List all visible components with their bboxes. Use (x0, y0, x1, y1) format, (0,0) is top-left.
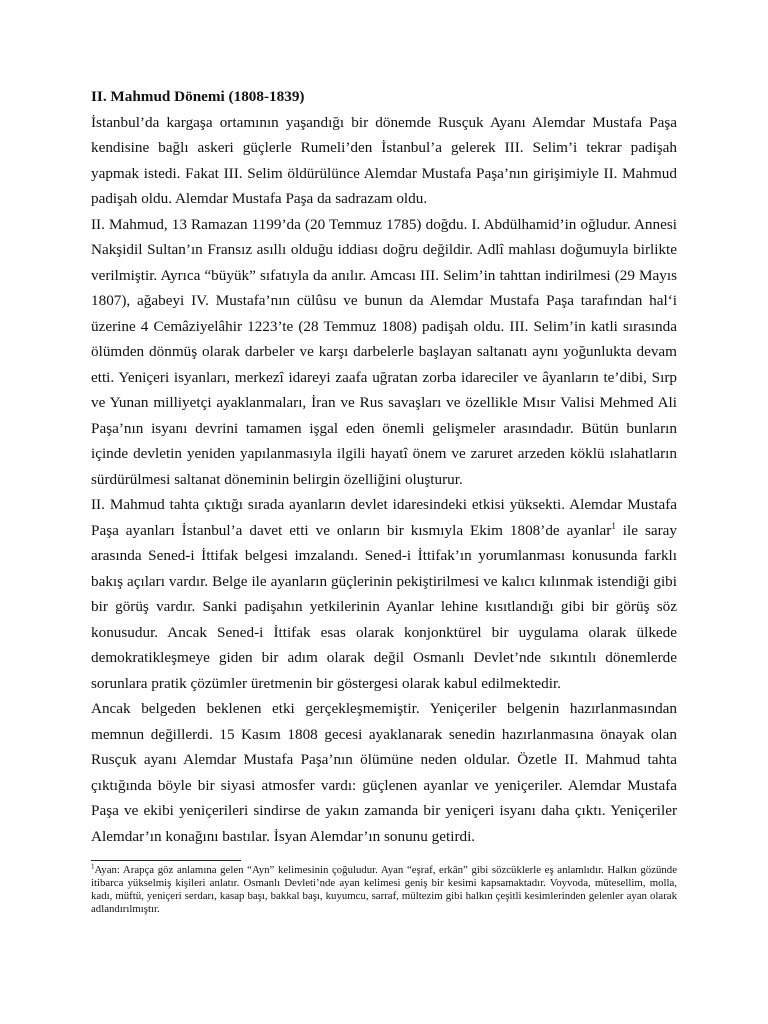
footnote-divider (91, 860, 241, 861)
footnote-text: Ayan: Arapça göz anlamına gelen “Ayn” kelimesinin çoğuludur. Ayan “eşraf, erkân” gibi sözcüklerle eş anlamlıdır. Halkın gözünde itibarca yükselmiş kişileri anlatır. Osmanlı Devleti’nde ayan kelimesi geniş bir kesimi kapsamaktadır. Voyvoda, mütesellim, molla, kadı, müftü, yeniçeri serdarı, kasap başı, bakkal başı, kuyumcu, sarraf, mültezim gibi halkın çeşitli kesimlerinden gelenler ayan olarak adlandırılmıştır. (91, 864, 677, 915)
paragraph-2: II. Mahmud, 13 Ramazan 1199’da (20 Temmuz 1785) doğdu. I. Abdülhamid’in oğludur. Annesi Nakşidil Sultan’ın Fransız asıllı olduğu iddiası doğru değildir. Adlî mahlası doğumuyla birlikte verilmiştir. Ayrıca “büyük” sıfatıyla da anılır. Amcası III. Selim’in tahttan indirilmesi (29 Mayıs 1807), ağabeyi IV. Mustafa’nın cülûsu ve bunun da Alemdar Mustafa Paşa tarafından hal‘i üzerine 4 Cemâziyelâhir 1223’te (28 Temmuz 1808) padişah oldu. III. Selim’in katli sırasında ölümden dönmüş olarak darbeler ve karşı darbelerle başlayan saltanatı aynı yoğunlukta devam etti. Yeniçeri isyanları, merkezî idareyi zaafa uğratan zorba idareciler ve âyanların te’dibi, Sırp ve Yunan milliyetçi ayaklanmaları, İran ve Rus savaşları ve özellikle Mısır Valisi Mehmed Ali Paşa’nın isyanı devrini tamamen işgal eden önemli gelişmeler arasındadır. Bütün bunların içinde devletin yeniden yapılanmasıyla ilgili hayatî önem ve zaruret arzeden köklü ıslahatların sürdürülmesi saltanat döneminin belirgin özelliğini oluşturur. (91, 215, 677, 488)
footnote-marker: 1 (91, 862, 95, 871)
footnote (91, 864, 677, 916)
document-page (91, 84, 677, 916)
footnote-reference: 1 (611, 520, 616, 531)
section-heading: II. Mahmud Dönemi (1808-1839) (91, 88, 305, 105)
paragraph-4: Ancak belgeden beklenen etki gerçekleşmemiştir. Yeniçeriler belgenin hazırlanmasından memnun değillerdi. 15 Kasım 1808 gecesi ayaklanarak senedin hazırlanmasına önayak olan Rusçuk ayanı Alemdar Mustafa Paşa’nın ölümüne neden oldular. Özetle II. Mahmud tahta çıktığında böyle bir siyasi atmosfer vardı: güçlenen ayanlar ve yeniçeriler. Alemdar Mustafa Paşa ve ekibi yeniçerileri sindirse de yakın zamanda bir yeniçeri isyanı daha çıktı. Yeniçeriler Alemdar’ın konağını bastılar. İsyan Alemdar’ın sonunu getirdi. (91, 700, 677, 845)
paragraph-3-text-after: ile saray arasında Sened-i İttifak belgesi imzalandı. Sened-i İttifak’ın yorumlanması konusunda farklı bakış açıları vardır. Belge ile ayanların güçlerinin pekiştirilmesi ve kalıcı kılınmak istendiği gibi bir görüş vardır. Sanki padişahın yetkilerinin Ayanlar lehine kısıtlandığı gibi bir görüş söz konusudur. Ancak Sened-i İttifak esas olarak konjonktürel bir uygulama olarak ülkede demokratikleşmeye giden bir adım olarak değil Osmanlı Devlet’nde sıkıntılı dönemlerde sorunlara pratik çözümler üretmenin bir göstergesi olarak kabul edilmektedir. (91, 521, 677, 692)
paragraph-3-text-before: II. Mahmud tahta çıktığı sırada ayanların devlet idaresindeki etkisi yüksekti. Alemdar Mustafa Paşa ayanları İstanbul’a davet etti ve onların bir kısmıyla Ekim 1808’de ayanlar (91, 496, 677, 539)
paragraph-3 (91, 492, 677, 696)
paragraph-1: İstanbul’da kargaşa ortamının yaşandığı bir dönemde Rusçuk Ayanı Alemdar Mustafa Paşa kendisine bağlı askeri güçlerle Rumeli’den İstanbul’a gelerek III. Selim’i tekrar padişah yapmak istedi. Fakat III. Selim öldürülünce Alemdar Mustafa Paşa’nın girişimiyle II. Mahmud padişah oldu. Alemdar Mustafa Paşa da sadrazam oldu. (91, 113, 677, 207)
